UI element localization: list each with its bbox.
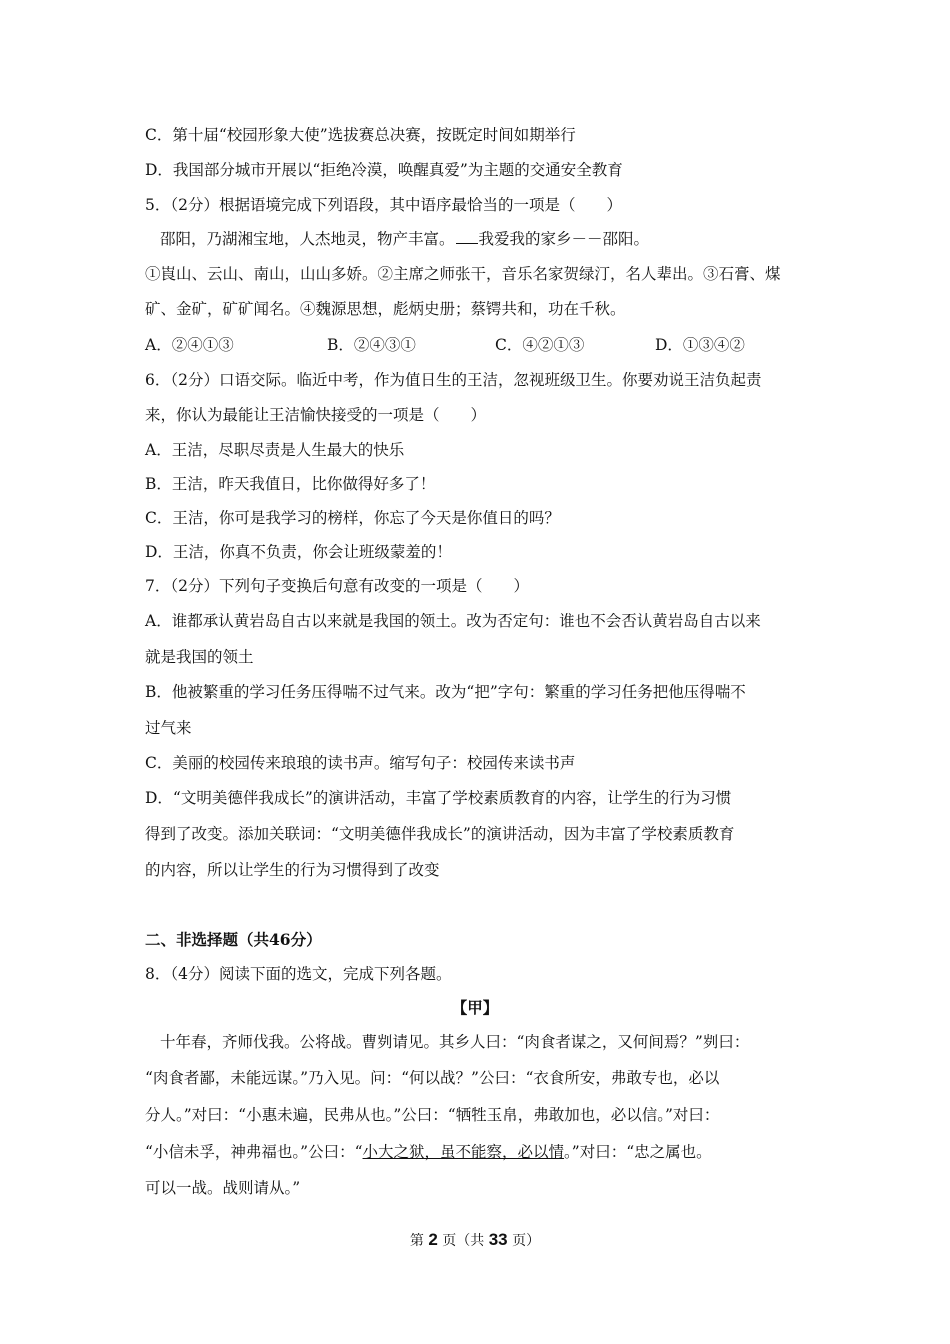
passage-line4 [145, 1141, 815, 1163]
passage-line4-start: “小信未孚，神弗福也。”公曰：“ [145, 1143, 363, 1161]
passage-line5: 可以一战。战则请从。” [145, 1179, 301, 1197]
passage-line4-end: 。”对曰：“忠之属也。 [564, 1143, 712, 1161]
page-footer [0, 1230, 950, 1251]
section-heading: 二、非选择题（共46分） [145, 930, 322, 949]
q6-option-c: C．王洁，你可是我学习的榜样，你忘了今天是你值日的吗？ [145, 509, 560, 527]
q5-option-c: C．④②①③ [495, 336, 585, 354]
q5-option-b: B．②④③① [327, 336, 416, 354]
q5-option-a: A．②④①③ [145, 336, 234, 354]
q5-passage-end: 我爱我的家乡－－邵阳。 [478, 230, 650, 248]
q7-option-c: C．美丽的校园传来琅琅的读书声。缩写句子：校园传来读书声 [145, 754, 576, 772]
q7-option-a-line1: A．谁都承认黄岩岛自古以来就是我国的领土。改为否定句：谁也不会否认黄岩岛自古以来 [145, 612, 761, 630]
q7-stem: 7．（2分）下列句子变换后句意有改变的一项是（ ） [145, 577, 529, 595]
q6-option-b: B．王洁，昨天我值日，比你做得好多了！ [145, 475, 436, 493]
q7-option-d-line3: 的内容，所以让学生的行为习惯得到了改变 [145, 861, 440, 879]
q5-stem: 5．（2分）根据语境完成下列语段，其中语序最恰当的一项是（ ） [145, 196, 622, 214]
footer-prefix: 第 [409, 1233, 429, 1249]
q4-option-d: D．我国部分城市开展以“拒绝冷漠，唤醒真爱”为主题的交通安全教育 [145, 161, 623, 179]
q5-items-line1: ①崀山、云山、南山，山山多娇。②主席之师张干，音乐名家贺绿汀，名人辈出。③石膏、煤 [145, 265, 781, 283]
passage-line3: 分人。”对曰：“小惠未遍，民弗从也。”公曰：“牺牲玉帛，弗敢加也，必以信。”对曰： [145, 1106, 720, 1124]
q5-passage [160, 228, 830, 250]
q8-stem: 8．（4分）阅读下面的选文，完成下列各题。 [145, 965, 452, 983]
page-number: 2 [428, 1230, 438, 1249]
passage-line2: “肉食者鄙，未能远谋。”乃入见。问：“何以战？”公曰：“衣食所安，弗敢专也，必以 [145, 1069, 720, 1087]
q5-option-d: D．①③④② [655, 336, 745, 354]
q6-stem-line1: 6．（2分）口语交际。临近中考，作为值日生的王洁，忽视班级卫生。你要劝说王洁负起责 [145, 371, 762, 389]
footer-suffix: 页） [507, 1233, 541, 1249]
q6-option-d: D．王洁，你真不负责，你会让班级蒙羞的！ [145, 543, 452, 561]
q4-option-c: C．第十届“校园形象大使”选拔赛总决赛，按既定时间如期举行 [145, 126, 576, 144]
q7-option-d-line1: D．“文明美德伴我成长”的演讲活动，丰富了学校素质教育的内容，让学生的行为习惯 [145, 789, 732, 807]
q6-option-a: A．王洁，尽职尽责是人生最大的快乐 [145, 441, 405, 459]
q7-option-b-line1: B．他被繁重的学习任务压得喘不过气来。改为“把”字句：繁重的学习任务把他压得喘不 [145, 683, 746, 701]
q6-stem-line2: 来，你认为最能让王洁愉快接受的一项是（ ） [145, 406, 487, 424]
q7-option-d-line2: 得到了改变。添加关联词：“文明美德伴我成长”的演讲活动，因为丰富了学校素质教育 [145, 825, 735, 843]
q5-blank [456, 229, 478, 244]
q5-passage-start: 邵阳，乃湖湘宝地，人杰地灵，物产丰富。 [160, 230, 455, 248]
q5-items-line2: 矿、金矿，矿矿闻名。④魏源思想，彪炳史册；蔡锷共和，功在千秋。 [145, 300, 626, 318]
underlined-sentence: 小大之狱，虽不能察，必以情 [362, 1143, 565, 1161]
footer-middle: 页（共 [437, 1233, 489, 1249]
q7-option-b-line2: 过气来 [145, 719, 192, 737]
q5-options [145, 334, 815, 356]
q7-option-a-line2: 就是我国的领土 [145, 648, 254, 666]
page-total: 33 [488, 1230, 508, 1249]
passage-label: 【甲】 [451, 998, 499, 1017]
passage-line1: 十年春，齐师伐我。公将战。曹刿请见。其乡人曰：“肉食者谋之，又何间焉？”刿曰： [160, 1033, 750, 1051]
